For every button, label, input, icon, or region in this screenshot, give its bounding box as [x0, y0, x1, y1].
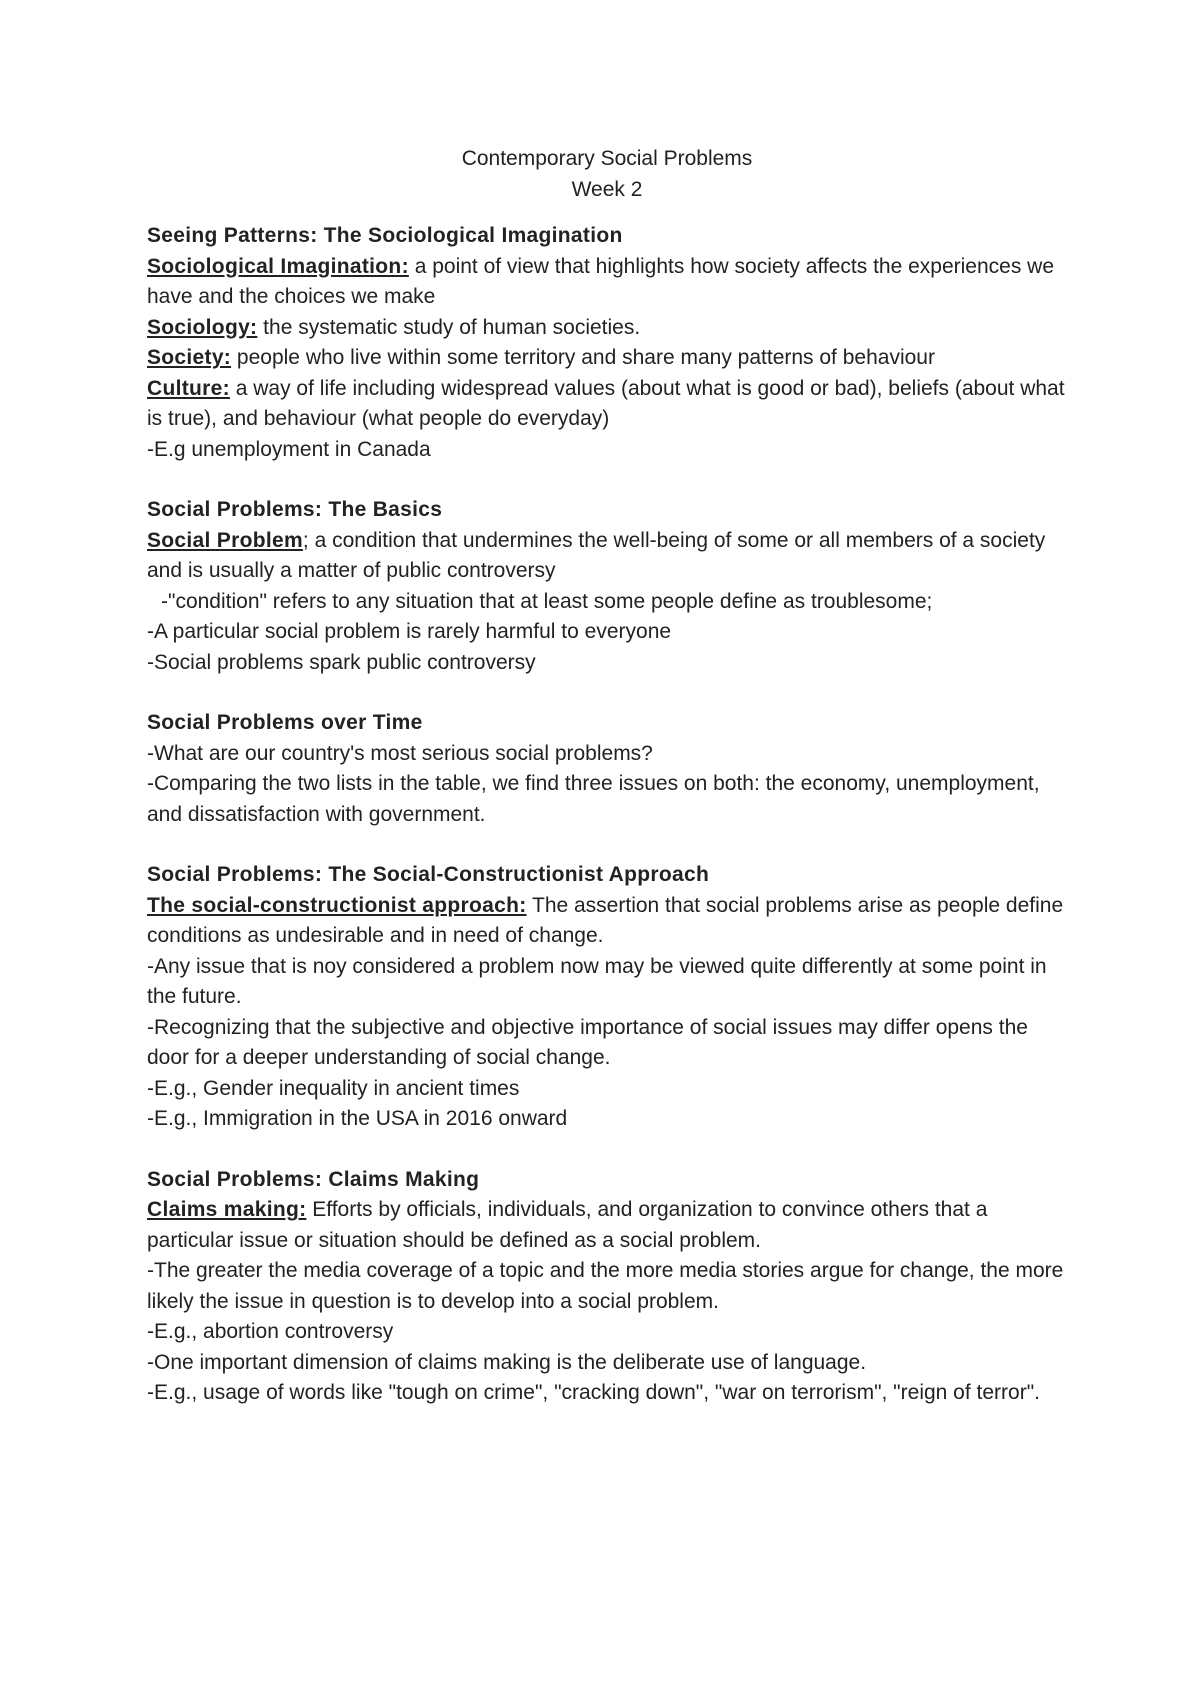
definition-text: Efforts by officials, individuals, and organization to convince others that a particular issue or situation should be defined as a social problem. — [147, 1198, 988, 1252]
definition-social-constructionist-approach — [147, 891, 1067, 952]
title-block — [147, 143, 1067, 205]
section-sociological-imagination — [147, 221, 1067, 465]
definition-term: Claims making: — [147, 1198, 307, 1221]
bullet-line: -Social problems spark public controversy — [147, 650, 536, 674]
definition-society — [147, 343, 1067, 374]
bullet-line: -E.g., Gender inequality in ancient times — [147, 1076, 520, 1100]
bullet-line: -E.g., abortion controversy — [147, 1320, 394, 1343]
definition-social-problem — [147, 526, 1067, 587]
definition-term: Sociological Imagination: — [147, 254, 409, 278]
bullet-line: -Comparing the two lists in the table, we find three issues on both: the economy, unemployment, and dissatisfaction with government. — [147, 772, 1040, 826]
definition-text: the systematic study of human societies. — [257, 315, 641, 339]
section-heading: Social Problems: Claims Making — [147, 1167, 480, 1191]
bullet-line: -E.g., usage of words like "tough on crime", "cracking down", "war on terrorism", "reign of terror". — [147, 1381, 1040, 1404]
bullet-line: -A particular social problem is rarely harmful to everyone — [147, 620, 672, 643]
definition-sociology — [147, 313, 1067, 344]
bullet-line: -E.g unemployment in Canada — [147, 437, 431, 461]
document-title: Contemporary Social Problems — [461, 147, 753, 170]
document-page — [147, 143, 1067, 1439]
section-heading: Social Problems: The Social-Constructionist Approach — [147, 863, 710, 886]
definition-text: a point of view that highlights how society affects the experiences we have and the choices we make — [147, 254, 1055, 308]
definition-term: Sociology: — [147, 315, 258, 339]
section-heading: Social Problems over Time — [147, 711, 423, 734]
definition-text: people who live within some territory and share many patterns of behaviour — [231, 346, 935, 369]
definition-claims-making — [147, 1195, 1067, 1256]
definition-term: Society: — [147, 346, 232, 369]
document-subtitle: Week 2 — [571, 178, 643, 201]
definition-culture — [147, 374, 1067, 435]
bullet-line: -The greater the media coverage of a topic and the more media stories argue for change, the more likely the issue in question is to develop into a social problem. — [147, 1259, 1064, 1313]
section-heading: Social Problems: The Basics — [147, 498, 443, 521]
section-social-problems-over-time — [147, 708, 1067, 830]
section-social-problems-basics — [147, 495, 1067, 678]
section-social-constructionist-approach — [147, 860, 1067, 1135]
definition-sociological-imagination — [147, 252, 1067, 313]
definition-term: Culture: — [147, 376, 230, 400]
definition-term: The social-constructionist approach: — [147, 893, 527, 917]
section-heading: Seeing Patterns: The Sociological Imagination — [147, 224, 623, 247]
bullet-line: -What are our country's most serious social problems? — [147, 741, 653, 765]
definition-term: Social Problem — [147, 528, 303, 552]
bullet-line: -One important dimension of claims making is the deliberate use of language. — [147, 1350, 867, 1374]
bullet-line: -"condition" refers to any situation that at least some people define as troublesome; — [161, 589, 933, 613]
bullet-line: -E.g., Immigration in the USA in 2016 onward — [147, 1107, 568, 1130]
bullet-line: -Recognizing that the subjective and objective importance of social issues may differ opens the door for a deeper understanding of social change. — [147, 1015, 1028, 1069]
bullet-line: -Any issue that is noy considered a problem now may be viewed quite differently at some point in the future. — [147, 954, 1047, 1008]
definition-text: ; a condition that undermines the well-being of some or all members of a society and is usually a matter of public controversy — [147, 528, 1046, 582]
definition-text: a way of life including widespread values (about what is good or bad), beliefs (about what is true), and behaviour (what people do everyday) — [147, 376, 1065, 430]
definition-text: The assertion that social problems arise as people define conditions as undesirable and in need of change. — [147, 893, 1064, 947]
section-claims-making — [147, 1165, 1067, 1409]
